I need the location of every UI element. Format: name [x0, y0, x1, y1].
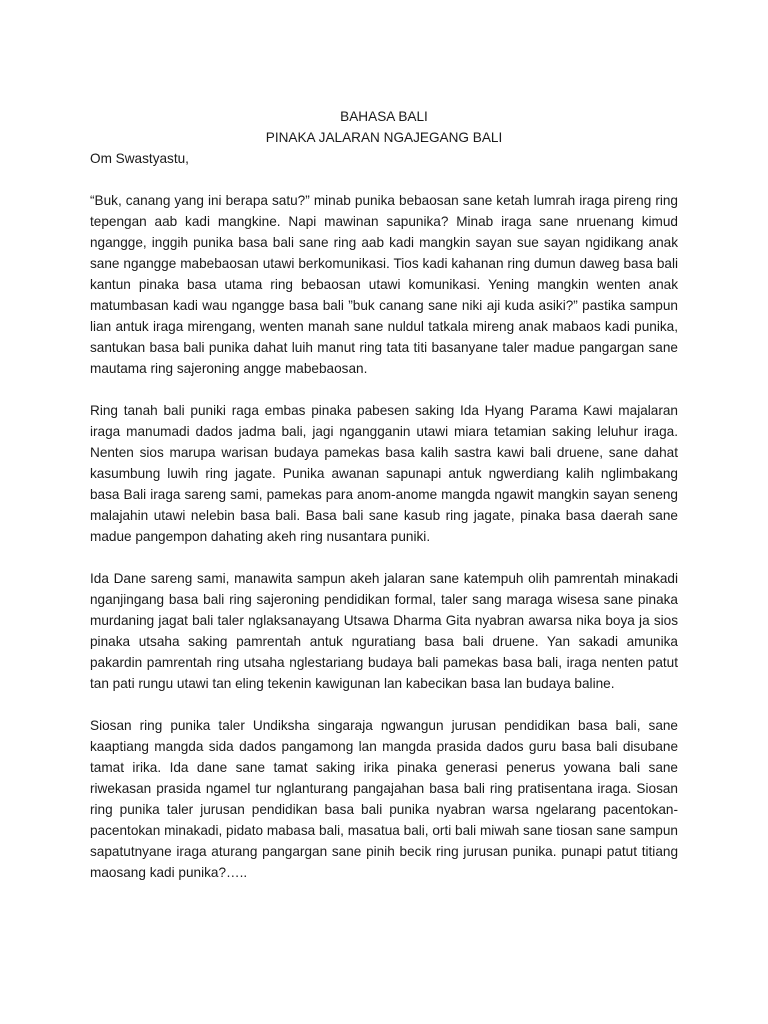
- salutation: Om Swastyastu,: [90, 151, 189, 166]
- paragraph-2: Ring tanah bali puniki raga embas pinaka pabesen saking Ida Hyang Parama Kawi majalaran iraga manumadi dados jadma bali, jagi ngangganin utawi miara tetamian saking leluhur iraga. Nenten sios marupa warisan budaya pamekas basa kalih sastra kawi bali druene, sane dahat kasumbung luwih ring jagate. Punika awanan sapunapi antuk ngwerdiang kalih nglimbakang basa Bali iraga sareng sami, pamekas para anom-anome mangda ngawit mangkin sayan seneng malajahin utawi nelebin basa bali. Basa bali sane kasub ring jagate, pinaka basa daerah sane madue pangempon dahating akeh ring nusantara puniki.: [90, 403, 678, 544]
- document-subtitle: PINAKA JALARAN NGAJEGANG BALI: [265, 130, 503, 145]
- paragraph-4: Siosan ring punika taler Undiksha singaraja ngwangun jurusan pendidikan basa bali, sane kaaptiang mangda sida dados pangamong lan mangda prasida dados guru basa bali disubane tamat irika. Ida dane sane tamat saking irika pinaka generasi penerus yowana bali sane riwekasan prasida ngamel tur nglanturang pangajahan basa bali ring pratisentana iraga. Siosan ring punika taler jurusan pendidikan basa bali punika nyabran warsa ngelarang pacentokan-pacentokan minakadi, pidato mabasa bali, masatua bali, orti bali miwah sane tiosan sane sampun sapatutnyane iraga aturang pangargan sane pinih becik ring jurusan punika. punapi patut titiang maosang kadi punika?…..: [90, 718, 678, 880]
- paragraph-1: “Buk, canang yang ini berapa satu?” minab punika bebaosan sane ketah lumrah iraga pireng ring tepengan aab kadi mangkine. Napi mawinan sapunika? Minab iraga sane nruenang kimud ngangge, inggih punika basa bali sane ring aab kadi mangkin sayan sue sayan ngidikang anak sane ngangge mabebaosan utawi berkomunikasi. Tios kadi kahanan ring dumun daweg basa bali kantun pinaka basa utama ring bebaosan utawi komunikasi. Yening mangkin wenten anak matumbasan kadi wau ngangge basa bali ”buk canang sane niki aji kuda asiki?” pastika sampun lian antuk iraga mirengang, wenten manah sane nuldul tatkala mireng anak mabaos kadi punika, santukan basa bali punika dahat luih manut ring tata titi basanyane taler madue pangargan sane mautama ring sajeroning angge mabebaosan.: [90, 193, 678, 376]
- paragraph-3: Ida Dane sareng sami, manawita sampun akeh jalaran sane katempuh olih pamrentah minakadi nganjingang basa bali ring sajeroning pendidikan formal, taler sang maraga wisesa sane pinaka murdaning jagat bali taler nglaksanayang Utsawa Dharma Gita nyabran awarsa nika boya ja sios pinaka utsaha saking pamrentah antuk nguratiang basa bali druene. Yan sakadi amunika pakardin pamrentah ring utsaha nglestariang budaya bali pamekas basa bali, iraga nenten patut tan pati rungu utawi tan eling tekenin kawigunan lan kabecikan basa lan budaya baline.: [90, 571, 678, 691]
- document-title: BAHASA BALI: [340, 109, 428, 124]
- document-page: [90, 106, 678, 904]
